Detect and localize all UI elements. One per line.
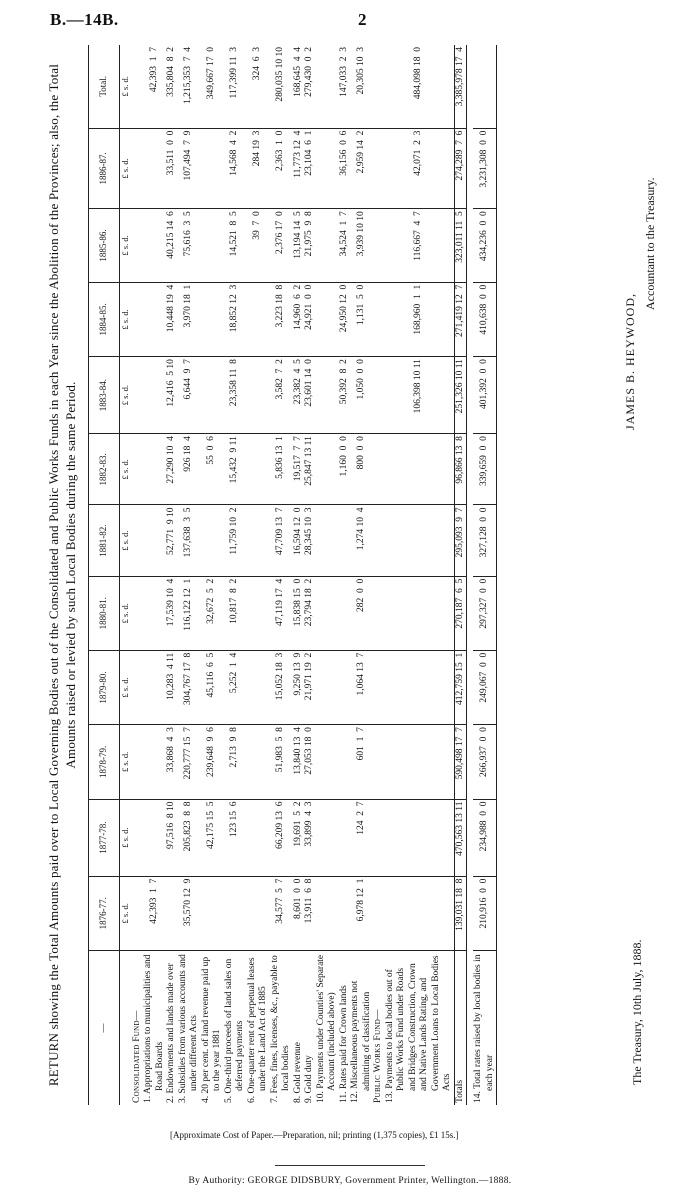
table-cell: 106,398 10 11: [385, 357, 455, 434]
empty-cell: [132, 45, 144, 128]
table-row: [270, 45, 293, 1105]
table-cell: [143, 725, 166, 799]
table-cell: 27,290 10 4: [166, 434, 178, 505]
table-cell: 590,498 17 7: [454, 725, 467, 799]
table-cell: 147,033 2 3: [339, 45, 351, 128]
empty-cell: [132, 357, 144, 434]
empty-cell: [132, 650, 144, 724]
table-cell: [201, 282, 224, 356]
table-cell: 284 19 3: [247, 128, 270, 209]
table-cell: 3,939 10 10: [350, 209, 373, 283]
table-cell: 412,759 15 1: [454, 650, 467, 724]
table-cell: 20,305 10 3: [350, 45, 373, 128]
table-cell: [247, 282, 270, 356]
table-cell: [247, 434, 270, 505]
units-row: [120, 45, 132, 1105]
empty-cell: [132, 505, 144, 576]
row-label-text: 11. Rates paid for Crown lands: [338, 985, 349, 1103]
table-cell: 9,250 13 9: [293, 650, 305, 724]
table-cell: 33,511 0 0: [166, 128, 178, 209]
table-cell: 97,516 8 10: [166, 799, 178, 876]
table-cell: 18,852 12 3: [224, 282, 247, 356]
table-cell: 23,794 18 2: [304, 576, 316, 650]
table-cell: 210,916 0 0: [473, 876, 497, 950]
table-cell: 2,363 1 0: [270, 128, 293, 209]
table-row: [224, 45, 247, 1105]
table-cell: 14,521 8 5: [224, 209, 247, 283]
empty-cell: [373, 505, 385, 576]
table-cell: 484,098 18 0: [385, 45, 455, 128]
table-cell: 42,071 2 3: [385, 128, 455, 209]
row-label-text: 1. Appropriations to municipalities and Road Boards: [143, 954, 165, 1103]
section-label: Consolidated Fund—: [131, 1010, 142, 1103]
table-cell: [143, 505, 166, 576]
empty-cell: [373, 434, 385, 505]
table-cell: [143, 357, 166, 434]
table-cell: [385, 876, 455, 950]
return-title: RETURN showing the Total Amounts paid over to Local Governing Bodies out of the Consolidated and Public Works Funds in each Year since the Abolition of the Provinces; also, the Total Amounts raised or levied by such Local Bodies during the same Period.: [46, 63, 78, 1087]
row-label: [454, 951, 467, 1106]
table-row: [166, 45, 178, 1105]
empty-cell: [132, 282, 144, 356]
column-header: 1877-78.: [89, 799, 120, 876]
table-row: [201, 45, 224, 1105]
row-label-text: 6. One-quarter rent of perpetual leases under the Land Act of 1885: [246, 957, 268, 1103]
table-cell: 6,644 9 7: [178, 357, 201, 434]
table-cell: 800 0 0: [350, 434, 373, 505]
table-cell: 47,119 17 4: [270, 576, 293, 650]
table-cell: [385, 799, 455, 876]
table-row: [454, 45, 467, 1105]
table-cell: 23,601 14 0: [304, 357, 316, 434]
row-label-text: 4. 20 per cent. of land revenue paid up to the year 1881: [200, 956, 222, 1103]
table-cell: [339, 725, 351, 799]
empty-cell: [132, 876, 144, 950]
column-header: 1884-85.: [89, 282, 120, 356]
document-reference: B.—14B.: [50, 10, 119, 29]
table-cell: [316, 876, 339, 950]
table-cell: 270,187 6 5: [454, 576, 467, 650]
table-cell: 282 0 0: [350, 576, 373, 650]
table-cell: 349,667 17 0: [201, 45, 224, 128]
table-cell: 274,289 7 6: [454, 128, 467, 209]
table-cell: 410,638 0 0: [473, 282, 497, 356]
table-cell: 33,868 4 3: [166, 725, 178, 799]
currency-units: £ s. d.: [120, 209, 132, 283]
table-cell: 470,563 13 11: [454, 799, 467, 876]
row-label: [293, 951, 305, 1106]
table-cell: 249,067 0 0: [473, 650, 497, 724]
table-cell: 1,064 13 7: [350, 650, 373, 724]
table-cell: 266,937 0 0: [473, 725, 497, 799]
table-cell: 279,430 0 2: [304, 45, 316, 128]
currency-units: £ s. d.: [120, 725, 132, 799]
column-header: 1881-82.: [89, 505, 120, 576]
column-header: 1880-81.: [89, 576, 120, 650]
empty-cell: [373, 45, 385, 128]
table-cell: 14,568 4 2: [224, 128, 247, 209]
table-cell: [247, 725, 270, 799]
table-cell: 23,382 4 5: [293, 357, 305, 434]
table-cell: 3,582 7 2: [270, 357, 293, 434]
table-cell: 3,231,308 0 0: [473, 128, 497, 209]
table-cell: 35,570 12 9: [178, 876, 201, 950]
empty-cell: [373, 209, 385, 283]
section-label: Public Works Fund—: [373, 1009, 383, 1103]
table-cell: 40,215 14 6: [166, 209, 178, 283]
currency-units: £ s. d.: [120, 576, 132, 650]
row-label-text: 12. Miscellaneous payments not admitting of classification: [350, 980, 372, 1103]
table-row: [473, 45, 497, 1105]
table-row: [143, 45, 166, 1105]
row-label-text: 10. Payments under Counties' Separate Account (included above): [315, 954, 337, 1103]
table-cell: 295,093 9 7: [454, 505, 467, 576]
row-label-text: Totals: [454, 1079, 465, 1103]
empty-cell: [132, 799, 144, 876]
row-label: [339, 951, 351, 1106]
table-cell: [339, 799, 351, 876]
table-cell: 327,128 0 0: [473, 505, 497, 576]
table-cell: [201, 505, 224, 576]
table-cell: 15,838 15 0: [293, 576, 305, 650]
currency-units: £ s. d.: [120, 505, 132, 576]
table-cell: [339, 650, 351, 724]
table-cell: 27,053 18 0: [304, 725, 316, 799]
divider: [275, 1165, 425, 1166]
table-cell: 25,847 13 11: [304, 434, 316, 505]
table-cell: [201, 876, 224, 950]
table-cell: 335,804 8 2: [166, 45, 178, 128]
table-cell: 2,959 14 2: [350, 128, 373, 209]
table-cell: [316, 357, 339, 434]
table-cell: 10,283 4 11: [166, 650, 178, 724]
table-cell: [339, 576, 351, 650]
table-cell: [385, 576, 455, 650]
table-row: [247, 45, 270, 1105]
table-cell: [247, 799, 270, 876]
table-cell: 47,709 13 7: [270, 505, 293, 576]
currency-units: £ s. d.: [120, 799, 132, 876]
row-label: [304, 951, 316, 1106]
table-cell: 1,274 10 4: [350, 505, 373, 576]
table-cell: [166, 876, 178, 950]
table-cell: 339,659 0 0: [473, 434, 497, 505]
table-cell: 297,327 0 0: [473, 576, 497, 650]
table-cell: [201, 209, 224, 283]
table-cell: 139,031 18 8: [454, 876, 467, 950]
empty-cell: [373, 799, 385, 876]
table-cell: [316, 725, 339, 799]
row-label: [247, 951, 270, 1106]
empty-cell: [373, 282, 385, 356]
signatory-name: JAMES B. HEYWOOD,: [623, 293, 637, 430]
table-cell: 50,392 8 2: [339, 357, 351, 434]
table-cell: 36,156 0 6: [339, 128, 351, 209]
rotated-return-table-page: [45, 40, 675, 1115]
return-table: [88, 45, 497, 1105]
table-cell: 107,494 7 9: [178, 128, 201, 209]
table-cell: [143, 282, 166, 356]
currency-units: £ s. d.: [120, 357, 132, 434]
table-cell: [316, 434, 339, 505]
table-cell: [316, 209, 339, 283]
row-label: [270, 951, 293, 1106]
table-row: [316, 45, 339, 1105]
table-cell: [143, 434, 166, 505]
table-cell: [473, 45, 497, 128]
table-cell: 1,215,353 7 4: [178, 45, 201, 128]
table-cell: 304,767 17 8: [178, 650, 201, 724]
table-cell: [247, 576, 270, 650]
table-row: [293, 45, 305, 1105]
row-label: [143, 951, 166, 1106]
table-cell: 12,416 5 10: [166, 357, 178, 434]
table-cell: 23,104 6 1: [304, 128, 316, 209]
table-cell: 2,376 17 0: [270, 209, 293, 283]
table-cell: 1,050 0 0: [350, 357, 373, 434]
cost-note: [Approximate Cost of Paper.—Preparation, nil; printing (1,375 copies), £1 15s.]: [170, 1130, 459, 1140]
row-label-text: 2. Endowments and lands made over: [166, 963, 176, 1103]
units-blank: [120, 951, 132, 1106]
empty-cell: [132, 434, 144, 505]
row-label-text: 13. Payments to local bodies out of Public Works Fund under Roads and Bridges Construction, Crown and Native Lands Rating, and Government Loans to Local Bodies Acts: [384, 955, 452, 1103]
table-cell: 926 18 4: [178, 434, 201, 505]
table-cell: 13,840 13 4: [293, 725, 305, 799]
table-cell: 271,419 12 7: [454, 282, 467, 356]
empty-cell: [373, 357, 385, 434]
table-cell: [247, 505, 270, 576]
table-cell: 28,345 10 3: [304, 505, 316, 576]
table-cell: [339, 876, 351, 950]
empty-cell: [373, 725, 385, 799]
printer-imprint: By Authority: GEORGE DIDSBURY, Government Printer, Wellington.—1888.: [188, 1176, 512, 1186]
date-line: The Treasury, 10th July, 1888.: [630, 939, 644, 1085]
table-cell: 10,448 19 4: [166, 282, 178, 356]
table-cell: 137,638 3 5: [178, 505, 201, 576]
table-cell: 124 2 7: [350, 799, 373, 876]
table-cell: [385, 505, 455, 576]
table-cell: [385, 725, 455, 799]
table-cell: [385, 434, 455, 505]
table-cell: 168,960 1 1: [385, 282, 455, 356]
table-cell: [224, 876, 247, 950]
row-label: [178, 951, 201, 1106]
empty-cell: [132, 725, 144, 799]
table-cell: 5,836 13 1: [270, 434, 293, 505]
section-row: [132, 45, 144, 1105]
table-row: [178, 45, 201, 1105]
table-cell: 5,252 1 4: [224, 650, 247, 724]
table-cell: 2,713 9 8: [224, 725, 247, 799]
empty-cell: [373, 876, 385, 950]
row-label: [385, 951, 455, 1106]
table-row: [339, 45, 351, 1105]
table-cell: 117,399 11 3: [224, 45, 247, 128]
table-cell: 280,035 10 10: [270, 45, 293, 128]
table-cell: 8,601 0 0: [293, 876, 305, 950]
table-header-row: [89, 45, 120, 1105]
table-cell: 205,823 8 8: [178, 799, 201, 876]
table-cell: 116,667 4 7: [385, 209, 455, 283]
row-label: [224, 951, 247, 1106]
table-cell: 15,432 9 11: [224, 434, 247, 505]
currency-units: £ s. d.: [120, 876, 132, 950]
table-cell: 220,777 15 7: [178, 725, 201, 799]
column-header: 1876-77.: [89, 876, 120, 950]
empty-cell: [373, 576, 385, 650]
currency-units: £ s. d.: [120, 650, 132, 724]
table-cell: 16,594 12 0: [293, 505, 305, 576]
table-cell: 42,393 1 7: [143, 45, 166, 128]
row-label-text: 5. One-third proceeds of land sales on deferred payments: [223, 958, 245, 1103]
table-cell: 234,988 0 0: [473, 799, 497, 876]
table-cell: 45,116 6 5: [201, 650, 224, 724]
table-cell: 15,052 18 3: [270, 650, 293, 724]
table-cell: 251,326 10 11: [454, 357, 467, 434]
table-cell: [247, 876, 270, 950]
table-cell: [316, 576, 339, 650]
table-cell: [316, 128, 339, 209]
table-cell: 3,970 18 1: [178, 282, 201, 356]
table-cell: [316, 45, 339, 128]
table-cell: 66,209 13 6: [270, 799, 293, 876]
row-label: [350, 951, 373, 1106]
table-cell: 1,160 0 0: [339, 434, 351, 505]
table-cell: 51,983 5 8: [270, 725, 293, 799]
column-header: 1885-86.: [89, 209, 120, 283]
empty-cell: [132, 209, 144, 283]
table-cell: 34,577 5 7: [270, 876, 293, 950]
row-label-text: 9. Gold duty: [304, 1055, 314, 1103]
table-cell: [201, 357, 224, 434]
table-cell: 401,392 0 0: [473, 357, 497, 434]
column-header: 1886-87.: [89, 128, 120, 209]
header-blank: —: [89, 951, 120, 1106]
row-label: [473, 951, 497, 1106]
signatory-title: Accountant to the Treasury.: [643, 177, 657, 310]
row-label-text: 14. Total rates raised by local bodies in each year: [473, 954, 495, 1103]
table-cell: 116,122 12 1: [178, 576, 201, 650]
table-cell: 75,616 3 5: [178, 209, 201, 283]
empty-cell: [132, 576, 144, 650]
table-cell: 13,194 14 5: [293, 209, 305, 283]
table-cell: 324 6 3: [247, 45, 270, 128]
table-cell: 42,393 1 7: [143, 876, 166, 950]
page-number: 2: [358, 10, 367, 29]
table-cell: [143, 209, 166, 283]
table-cell: 34,524 1 7: [339, 209, 351, 283]
table-cell: 19,517 7 7: [293, 434, 305, 505]
row-label: [201, 951, 224, 1106]
column-header: Total.: [89, 45, 120, 128]
table-cell: 601 1 7: [350, 725, 373, 799]
table-cell: [143, 799, 166, 876]
column-header: 1879-80.: [89, 650, 120, 724]
table-cell: 39 7 0: [247, 209, 270, 283]
column-header: 1878-79.: [89, 725, 120, 799]
table-cell: [316, 505, 339, 576]
column-header: 1882-83.: [89, 434, 120, 505]
currency-units: £ s. d.: [120, 128, 132, 209]
table-cell: 17,539 10 4: [166, 576, 178, 650]
table-row: [350, 45, 373, 1105]
table-cell: 11,773 12 4: [293, 128, 305, 209]
table-cell: [247, 650, 270, 724]
table-cell: [143, 650, 166, 724]
table-cell: 123 15 6: [224, 799, 247, 876]
table-cell: 52,771 9 10: [166, 505, 178, 576]
row-label: [316, 951, 339, 1106]
table-cell: 24,921 0 0: [304, 282, 316, 356]
row-label-text: 7. Fees, fines, licenses, &c., payable to local bodies: [269, 955, 291, 1103]
empty-cell: [132, 128, 144, 209]
table-cell: 13,911 6 8: [304, 876, 316, 950]
section-row: [373, 45, 385, 1105]
table-cell: 434,236 0 0: [473, 209, 497, 283]
table-cell: 239,648 9 6: [201, 725, 224, 799]
table-cell: [143, 576, 166, 650]
table-cell: [143, 128, 166, 209]
empty-cell: [373, 128, 385, 209]
table-cell: 10,817 8 2: [224, 576, 247, 650]
empty-cell: [373, 650, 385, 724]
table-row: [385, 45, 455, 1105]
table-cell: 19,691 5 2: [293, 799, 305, 876]
column-header: 1883-84.: [89, 357, 120, 434]
table-cell: 24,950 12 0: [339, 282, 351, 356]
table-cell: 21,971 19 2: [304, 650, 316, 724]
table-cell: 32,672 5 2: [201, 576, 224, 650]
currency-units: £ s. d.: [120, 282, 132, 356]
row-label: [166, 951, 178, 1106]
table-cell: 6,978 12 1: [350, 876, 373, 950]
table-cell: 96,866 13 8: [454, 434, 467, 505]
table-cell: [316, 799, 339, 876]
table-cell: 3,223 18 8: [270, 282, 293, 356]
table-cell: [201, 128, 224, 209]
currency-units: £ s. d.: [120, 45, 132, 128]
currency-units: £ s. d.: [120, 434, 132, 505]
table-cell: 21,975 9 8: [304, 209, 316, 283]
table-cell: [385, 650, 455, 724]
table-cell: 55 0 6: [201, 434, 224, 505]
table-cell: 33,899 4 3: [304, 799, 316, 876]
table-cell: 323,011 11 5: [454, 209, 467, 283]
table-cell: 42,175 15 5: [201, 799, 224, 876]
table-cell: 14,960 6 2: [293, 282, 305, 356]
table-cell: [316, 282, 339, 356]
table-cell: [339, 505, 351, 576]
table-cell: 23,358 11 8: [224, 357, 247, 434]
table-cell: [316, 650, 339, 724]
table-cell: 1,131 5 0: [350, 282, 373, 356]
table-cell: 3,385,978 17 4: [454, 45, 467, 128]
table-cell: 11,759 10 2: [224, 505, 247, 576]
table-cell: [247, 357, 270, 434]
row-label-text: 3. Subsidies from various accounts and under different Acts: [177, 954, 199, 1103]
table-cell: 168,645 4 4: [293, 45, 305, 128]
table-row: [304, 45, 316, 1105]
row-label-text: 8. Gold revenue: [292, 1042, 303, 1103]
